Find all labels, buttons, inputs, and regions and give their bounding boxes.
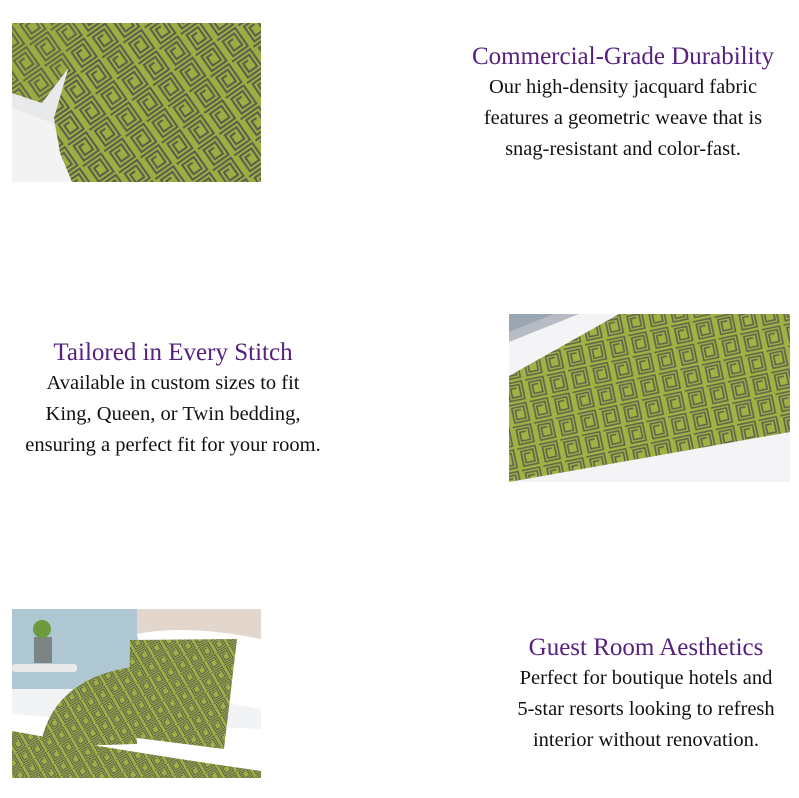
feature-1-description: Our high-density jacquard fabric features a geometric weave that is snag-resistant and color-fast. [483, 76, 763, 160]
feature-2-description: Available in custom sizes to fit King, Queen, or Twin bedding, ensuring a perfect fit for your room. [25, 372, 321, 456]
feature-2-text [0, 338, 346, 461]
feature-1-image [12, 23, 261, 182]
feature-3-description: Perfect for boutique hotels and 5-star resorts looking to refresh interior without renovation. [517, 667, 775, 751]
feature-2-heading: Tailored in Every Stitch [53, 339, 293, 366]
hotel-bed-with-green-pillows-photo [12, 609, 261, 778]
feature-1-text [448, 42, 798, 165]
green-bed-runner-photo [509, 314, 790, 482]
feature-3-text [494, 633, 798, 756]
feature-2-image [509, 314, 790, 482]
green-jacquard-pillow-closeup-photo [12, 23, 261, 182]
feature-1-heading: Commercial-Grade Durability [472, 43, 774, 70]
feature-3-image [12, 609, 261, 778]
feature-3-heading: Guest Room Aesthetics [528, 634, 764, 661]
